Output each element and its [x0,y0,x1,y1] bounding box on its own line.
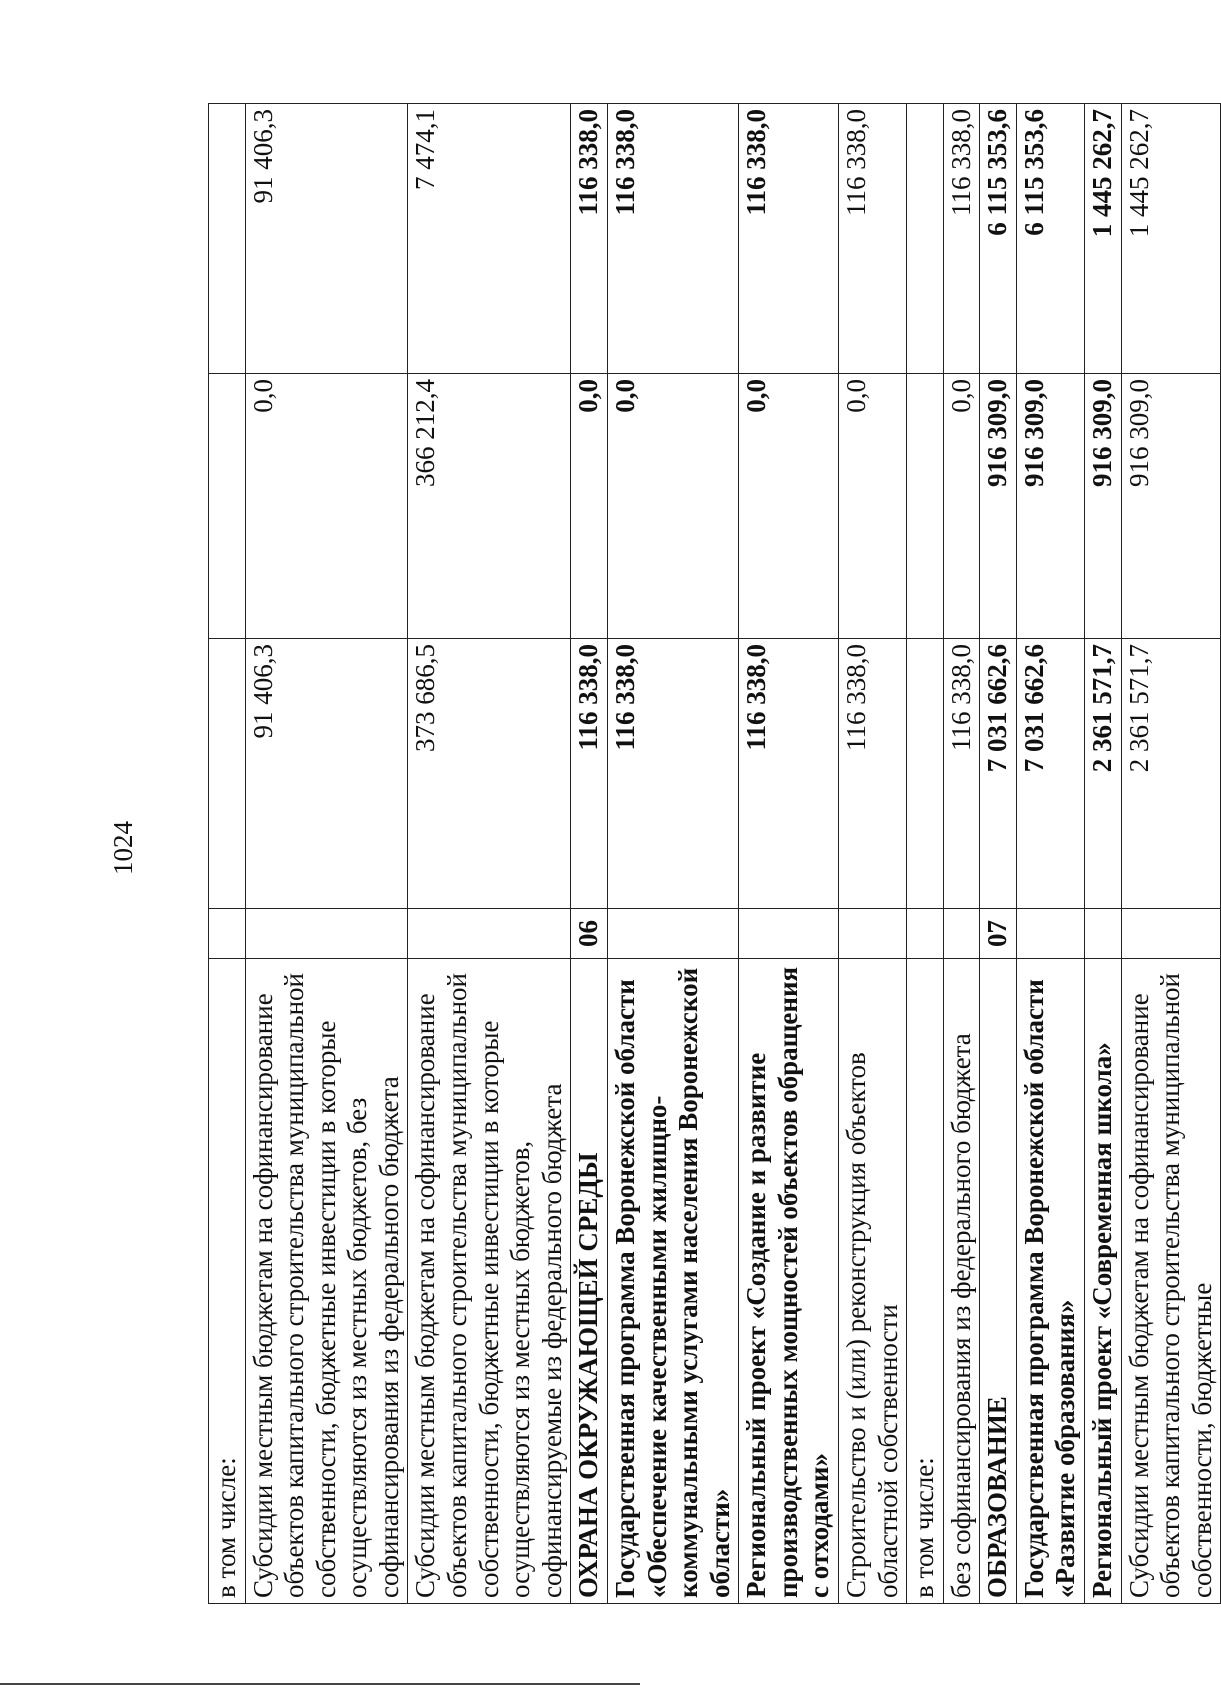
row-federal-cell: 916 309,0 [1016,374,1084,639]
row-federal-cell: 0,0 [607,374,738,639]
row-federal-cell: 366 212,4 [408,374,571,639]
row-code-cell: 06 [571,909,608,959]
table-row [209,104,246,1604]
row-name-cell: Государственная программа Воронежской области «Развитие образования» [1016,959,1084,1604]
row-name-cell: Субсидии местным бюджетам на софинансирование объектов капитального строительства муниципальной собственности, бюджетные [1121,959,1221,1604]
row-total-cell: 7 031 662,6 [980,639,1017,909]
row-name-cell: Региональный проект «Современная школа» [1085,959,1122,1604]
table-row [980,104,1017,1604]
row-regional-cell: 7 474,1 [408,104,571,374]
row-code-cell [408,909,571,959]
table-row [571,104,608,1604]
row-regional-cell: 6 115 353,6 [1016,104,1084,374]
row-code-cell [245,909,408,959]
row-regional-cell: 116 338,0 [838,104,906,374]
table-row [1016,104,1084,1604]
row-regional-cell: 116 338,0 [739,104,839,374]
row-regional-cell: 116 338,0 [571,104,608,374]
row-federal-cell: 0,0 [943,374,980,639]
row-federal-cell: 916 309,0 [1121,374,1221,639]
table-row [838,104,906,1604]
row-name-cell: в том числе: [907,959,944,1604]
row-name-cell: Региональный проект «Создание и развитие производственных мощностей объектов обращения с отходами» [739,959,839,1604]
row-regional-cell: 6 115 353,6 [980,104,1017,374]
row-regional-cell [209,104,246,374]
row-total-cell [907,639,944,909]
row-regional-cell: 1 445 262,7 [1085,104,1122,374]
row-code-cell [1085,909,1122,959]
row-federal-cell: 0,0 [245,374,408,639]
row-federal-cell [907,374,944,639]
row-name-cell: без софинансирования из федерального бюджета [943,959,980,1604]
row-code-cell [943,909,980,959]
row-total-cell: 2 361 571,7 [1121,639,1221,909]
row-total-cell: 116 338,0 [607,639,738,909]
row-total-cell [209,639,246,909]
row-name-cell: ОБРАЗОВАНИЕ [980,959,1017,1604]
row-federal-cell: 0,0 [739,374,839,639]
table-row [1085,104,1122,1604]
table-row [245,104,408,1604]
row-code-cell [1121,909,1221,959]
row-regional-cell: 91 406,3 [245,104,408,374]
table-row [408,104,571,1604]
row-code-cell [1016,909,1084,959]
row-total-cell: 91 406,3 [245,639,408,909]
row-total-cell: 116 338,0 [739,639,839,909]
row-name-cell: Субсидии местным бюджетам на софинансирование объектов капитального строительства муниципальной собственности, бюджетные инвестиции в которые осуществляются из местных бюджетов, без софинансирования из федерального бюджета [245,959,408,1604]
row-name-cell: ОХРАНА ОКРУЖАЮЩЕЙ СРЕДЫ [571,959,608,1604]
row-regional-cell: 116 338,0 [607,104,738,374]
table-row [739,104,839,1604]
row-code-cell [907,909,944,959]
row-federal-cell: 0,0 [838,374,906,639]
row-federal-cell: 916 309,0 [980,374,1017,639]
row-code-cell [739,909,839,959]
row-federal-cell: 0,0 [571,374,608,639]
row-code-cell: 07 [980,909,1017,959]
row-total-cell: 373 686,5 [408,639,571,909]
table-row [907,104,944,1604]
row-total-cell: 116 338,0 [571,639,608,909]
row-total-cell: 116 338,0 [838,639,906,909]
row-total-cell: 7 031 662,6 [1016,639,1084,909]
row-regional-cell [907,104,944,374]
row-total-cell: 116 338,0 [943,639,980,909]
row-name-cell: Строительство и (или) реконструкция объектов областной собственности [838,959,906,1604]
row-name-cell: в том числе: [209,959,246,1604]
table-row [943,104,980,1604]
page-number: 1024 [108,821,138,875]
scan-edge-line [0,1683,640,1685]
row-name-cell: Государственная программа Воронежской области «Обеспечение качественными жилищно-коммунальными услугами населения Воронежской области» [607,959,738,1604]
row-code-cell [209,909,246,959]
row-regional-cell: 116 338,0 [943,104,980,374]
row-federal-cell: 916 309,0 [1085,374,1122,639]
row-name-cell: Субсидии местным бюджетам на софинансирование объектов капитального строительства муниципальной собственности, бюджетные инвестиции в которые осуществляются из местных бюджетов, софинансируемые из федерального бюджета [408,959,571,1604]
table-body [209,104,1221,1604]
table-row [1121,104,1221,1604]
row-total-cell: 2 361 571,7 [1085,639,1122,909]
row-regional-cell: 1 445 262,7 [1121,104,1221,374]
rotated-table-wrapper [208,104,1217,1604]
row-code-cell [838,909,906,959]
table-row [607,104,738,1604]
row-federal-cell [209,374,246,639]
budget-table [208,103,1221,1604]
row-code-cell [607,909,738,959]
